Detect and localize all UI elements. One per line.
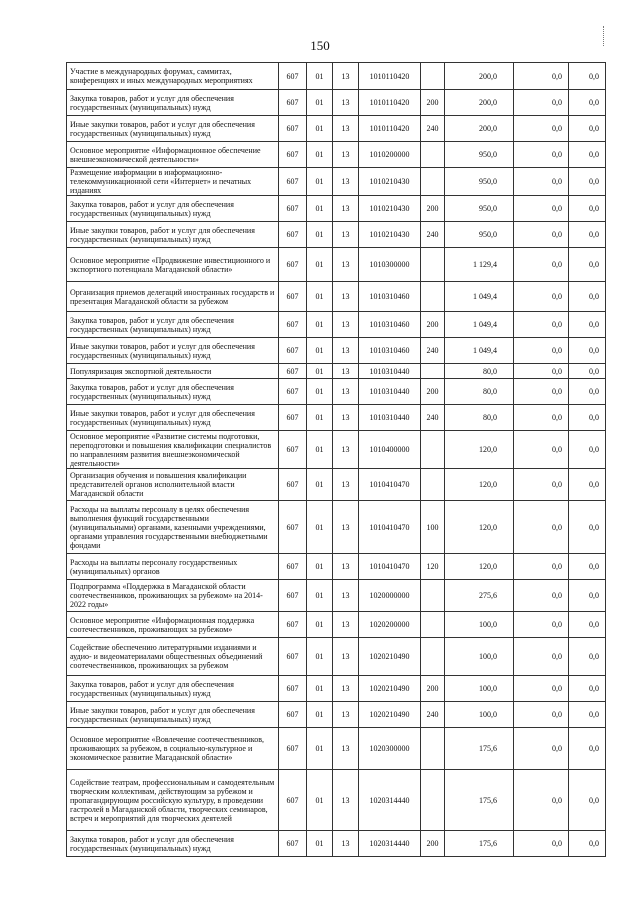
row-amount-2: 0,0 [514,676,569,702]
row-amount-2: 0,0 [514,168,569,196]
row-name: Основное мероприятие «Вовлечение соотечественников, проживающих за рубежом, в социально-культурное и экономическое развитие Магаданской области» [67,728,279,770]
row-target-article: 1010410470 [359,501,421,554]
row-section-code: 01 [307,338,333,364]
row-amount-3: 0,0 [569,364,606,379]
row-amount-1: 120,0 [445,431,514,469]
table-row [67,168,606,196]
row-amount-1: 120,0 [445,501,514,554]
row-target-article: 1010210430 [359,168,421,196]
row-amount-2: 0,0 [514,63,569,90]
row-subsection-code: 13 [333,168,359,196]
row-amount-1: 175,6 [445,728,514,770]
row-subsection-code: 13 [333,364,359,379]
row-amount-3: 0,0 [569,168,606,196]
row-name: Расходы на выплаты персоналу государственных (муниципальных) органов [67,554,279,580]
row-name: Популяризация экспортной деятельности [67,364,279,379]
row-subsection-code: 13 [333,116,359,142]
budget-table [66,62,606,857]
row-expense-type: 200 [421,312,445,338]
row-subsection-code: 13 [333,431,359,469]
row-amount-1: 100,0 [445,638,514,676]
row-amount-1: 120,0 [445,554,514,580]
row-section-code: 01 [307,831,333,857]
row-ved-code: 607 [279,431,307,469]
row-amount-1: 175,6 [445,770,514,831]
row-amount-3: 0,0 [569,469,606,501]
row-ved-code: 607 [279,612,307,638]
row-expense-type: 200 [421,196,445,222]
row-target-article: 1010210430 [359,222,421,248]
row-amount-2: 0,0 [514,312,569,338]
row-expense-type [421,168,445,196]
row-section-code: 01 [307,580,333,612]
row-amount-2: 0,0 [514,728,569,770]
row-amount-2: 0,0 [514,612,569,638]
row-name: Закупка товаров, работ и услуг для обеспечения государственных (муниципальных) нужд [67,90,279,116]
row-amount-1: 200,0 [445,90,514,116]
row-amount-3: 0,0 [569,501,606,554]
row-section-code: 01 [307,63,333,90]
row-amount-1: 950,0 [445,222,514,248]
row-amount-3: 0,0 [569,770,606,831]
row-target-article: 1010310460 [359,312,421,338]
row-expense-type: 100 [421,501,445,554]
row-amount-2: 0,0 [514,831,569,857]
row-expense-type: 240 [421,338,445,364]
row-section-code: 01 [307,676,333,702]
row-section-code: 01 [307,638,333,676]
row-amount-2: 0,0 [514,282,569,312]
row-target-article: 1010110420 [359,63,421,90]
row-subsection-code: 13 [333,728,359,770]
row-amount-2: 0,0 [514,248,569,282]
row-amount-3: 0,0 [569,196,606,222]
row-section-code: 01 [307,612,333,638]
row-section-code: 01 [307,379,333,405]
row-name: Содействие театрам, профессиональным и самодеятельным творческим коллективам, действующим за рубежом и пропагандирующим российскую культуру, в проведении гастролей в Магаданской области, творческих семинаров, встреч и мероприятий для творческих деятелей [67,770,279,831]
row-amount-3: 0,0 [569,676,606,702]
row-expense-type: 240 [421,116,445,142]
row-subsection-code: 13 [333,405,359,431]
table-row [67,116,606,142]
row-amount-3: 0,0 [569,282,606,312]
row-subsection-code: 13 [333,831,359,857]
table-row [67,248,606,282]
row-subsection-code: 13 [333,554,359,580]
row-section-code: 01 [307,196,333,222]
row-amount-1: 1 049,4 [445,338,514,364]
row-section-code: 01 [307,431,333,469]
row-amount-3: 0,0 [569,116,606,142]
row-expense-type [421,580,445,612]
row-name: Организация обучения и повышения квалификации представителей органов исполнительной власти Магаданской области [67,469,279,501]
table-row [67,501,606,554]
table-row [67,282,606,312]
row-target-article: 1020210490 [359,676,421,702]
row-amount-3: 0,0 [569,554,606,580]
row-expense-type [421,638,445,676]
row-target-article: 1010300000 [359,248,421,282]
row-subsection-code: 13 [333,702,359,728]
table-row [67,612,606,638]
row-expense-type [421,142,445,168]
page-number: 150 [310,38,330,53]
row-amount-1: 200,0 [445,116,514,142]
row-expense-type [421,282,445,312]
row-amount-2: 0,0 [514,554,569,580]
row-amount-3: 0,0 [569,580,606,612]
table-row [67,676,606,702]
row-amount-3: 0,0 [569,338,606,364]
row-amount-2: 0,0 [514,638,569,676]
row-name: Подпрограмма «Поддержка в Магаданской области соотечественников, проживающих за рубежом» на 2014-2022 годы» [67,580,279,612]
row-expense-type [421,612,445,638]
row-amount-2: 0,0 [514,116,569,142]
row-ved-code: 607 [279,364,307,379]
table-row [67,364,606,379]
row-ved-code: 607 [279,676,307,702]
row-amount-1: 200,0 [445,63,514,90]
row-name: Закупка товаров, работ и услуг для обеспечения государственных (муниципальных) нужд [67,312,279,338]
table-row [67,554,606,580]
table-row [67,728,606,770]
row-amount-3: 0,0 [569,612,606,638]
row-amount-2: 0,0 [514,580,569,612]
row-name: Основное мероприятие «Развитие системы подготовки, переподготовки и повышения квалификации специалистов по направлениям развития внешнеэкономической деятельности» [67,431,279,469]
row-amount-1: 100,0 [445,612,514,638]
row-section-code: 01 [307,282,333,312]
row-amount-3: 0,0 [569,63,606,90]
row-amount-3: 0,0 [569,728,606,770]
row-amount-2: 0,0 [514,196,569,222]
row-amount-2: 0,0 [514,379,569,405]
row-expense-type [421,728,445,770]
row-ved-code: 607 [279,770,307,831]
row-expense-type: 120 [421,554,445,580]
table-row [67,90,606,116]
margin-mark [603,26,606,46]
row-amount-1: 100,0 [445,702,514,728]
row-amount-1: 80,0 [445,364,514,379]
row-subsection-code: 13 [333,196,359,222]
row-ved-code: 607 [279,222,307,248]
row-amount-2: 0,0 [514,405,569,431]
table-row [67,338,606,364]
row-ved-code: 607 [279,312,307,338]
row-amount-2: 0,0 [514,469,569,501]
row-subsection-code: 13 [333,63,359,90]
row-target-article: 1020314440 [359,831,421,857]
row-ved-code: 607 [279,90,307,116]
row-target-article: 1010110420 [359,90,421,116]
row-name: Иные закупки товаров, работ и услуг для обеспечения государственных (муниципальных) нужд [67,405,279,431]
row-target-article: 1010310460 [359,282,421,312]
row-subsection-code: 13 [333,282,359,312]
row-section-code: 01 [307,90,333,116]
row-amount-3: 0,0 [569,248,606,282]
row-subsection-code: 13 [333,676,359,702]
row-subsection-code: 13 [333,90,359,116]
row-ved-code: 607 [279,554,307,580]
row-target-article: 1020200000 [359,612,421,638]
row-subsection-code: 13 [333,612,359,638]
row-amount-3: 0,0 [569,638,606,676]
row-subsection-code: 13 [333,248,359,282]
row-expense-type [421,431,445,469]
table-row [67,580,606,612]
row-ved-code: 607 [279,168,307,196]
row-expense-type [421,469,445,501]
row-target-article: 1010400000 [359,431,421,469]
row-amount-1: 100,0 [445,676,514,702]
row-expense-type: 240 [421,405,445,431]
table-row [67,142,606,168]
row-ved-code: 607 [279,282,307,312]
row-amount-1: 1 129,4 [445,248,514,282]
row-amount-1: 80,0 [445,379,514,405]
row-name: Иные закупки товаров, работ и услуг для обеспечения государственных (муниципальных) нужд [67,222,279,248]
row-amount-1: 175,6 [445,831,514,857]
row-name: Иные закупки товаров, работ и услуг для обеспечения государственных (муниципальных) нужд [67,338,279,364]
row-section-code: 01 [307,728,333,770]
row-ved-code: 607 [279,831,307,857]
row-ved-code: 607 [279,116,307,142]
table-row [67,63,606,90]
row-name: Закупка товаров, работ и услуг для обеспечения государственных (муниципальных) нужд [67,831,279,857]
row-target-article: 1020000000 [359,580,421,612]
row-name: Основное мероприятие «Информационная поддержка соотечественников, проживающих за рубежом» [67,612,279,638]
row-name: Закупка товаров, работ и услуг для обеспечения государственных (муниципальных) нужд [67,196,279,222]
row-expense-type: 200 [421,831,445,857]
row-amount-1: 1 049,4 [445,312,514,338]
row-target-article: 1010310440 [359,405,421,431]
row-ved-code: 607 [279,196,307,222]
row-amount-3: 0,0 [569,222,606,248]
row-amount-1: 950,0 [445,142,514,168]
row-expense-type: 200 [421,379,445,405]
row-amount-2: 0,0 [514,364,569,379]
row-ved-code: 607 [279,63,307,90]
row-subsection-code: 13 [333,222,359,248]
row-amount-2: 0,0 [514,770,569,831]
row-amount-2: 0,0 [514,501,569,554]
row-amount-1: 275,6 [445,580,514,612]
table-row [67,702,606,728]
row-subsection-code: 13 [333,469,359,501]
table-row [67,312,606,338]
row-section-code: 01 [307,116,333,142]
row-amount-2: 0,0 [514,90,569,116]
row-ved-code: 607 [279,580,307,612]
row-expense-type: 240 [421,222,445,248]
table-row [67,405,606,431]
row-expense-type: 200 [421,676,445,702]
row-expense-type [421,364,445,379]
row-target-article: 1020210490 [359,638,421,676]
row-amount-2: 0,0 [514,702,569,728]
row-section-code: 01 [307,364,333,379]
row-target-article: 1010410470 [359,469,421,501]
row-subsection-code: 13 [333,770,359,831]
row-ved-code: 607 [279,379,307,405]
row-amount-3: 0,0 [569,312,606,338]
row-subsection-code: 13 [333,379,359,405]
row-name: Участие в международных форумах, саммитах, конференциях и иных международных мероприятиях [67,63,279,90]
row-name: Расходы на выплаты персоналу в целях обеспечения выполнения функций государственными (муниципальными) органами, казенными учреждениями, органами управления государственными внебюджетными фондами [67,501,279,554]
row-expense-type [421,248,445,282]
row-section-code: 01 [307,248,333,282]
row-subsection-code: 13 [333,312,359,338]
row-subsection-code: 13 [333,142,359,168]
row-section-code: 01 [307,702,333,728]
row-amount-1: 950,0 [445,168,514,196]
row-target-article: 1010200000 [359,142,421,168]
row-amount-1: 1 049,4 [445,282,514,312]
row-subsection-code: 13 [333,580,359,612]
row-section-code: 01 [307,405,333,431]
row-section-code: 01 [307,554,333,580]
row-section-code: 01 [307,501,333,554]
row-amount-3: 0,0 [569,431,606,469]
table-row [67,638,606,676]
row-section-code: 01 [307,142,333,168]
row-target-article: 1020300000 [359,728,421,770]
row-amount-3: 0,0 [569,702,606,728]
row-amount-3: 0,0 [569,90,606,116]
row-section-code: 01 [307,222,333,248]
row-name: Организация приемов делегаций иностранных государств и презентация Магаданской области за рубежом [67,282,279,312]
row-amount-2: 0,0 [514,431,569,469]
row-name: Размещение информации в информационно-телекоммуникационной сети «Интернет» и печатных изданиях [67,168,279,196]
row-target-article: 1010310460 [359,338,421,364]
row-expense-type: 240 [421,702,445,728]
row-section-code: 01 [307,770,333,831]
row-target-article: 1010410470 [359,554,421,580]
row-ved-code: 607 [279,728,307,770]
row-section-code: 01 [307,168,333,196]
row-target-article: 1010210430 [359,196,421,222]
row-expense-type: 200 [421,90,445,116]
row-expense-type [421,63,445,90]
row-target-article: 1010310440 [359,364,421,379]
table-row [67,431,606,469]
table-row [67,831,606,857]
row-name: Закупка товаров, работ и услуг для обеспечения государственных (муниципальных) нужд [67,379,279,405]
row-name: Основное мероприятие «Продвижение инвестиционного и экспортного потенциала Магаданской области» [67,248,279,282]
row-target-article: 1020314440 [359,770,421,831]
row-name: Содействие обеспечению литературными изданиями и аудио- и видеоматериалами общественных объединений соотечественников, проживающих за рубежом [67,638,279,676]
row-ved-code: 607 [279,702,307,728]
row-target-article: 1020210490 [359,702,421,728]
row-ved-code: 607 [279,469,307,501]
row-section-code: 01 [307,469,333,501]
table-row [67,379,606,405]
row-subsection-code: 13 [333,638,359,676]
row-expense-type [421,770,445,831]
row-amount-2: 0,0 [514,142,569,168]
row-amount-3: 0,0 [569,405,606,431]
row-amount-1: 120,0 [445,469,514,501]
row-amount-3: 0,0 [569,379,606,405]
row-ved-code: 607 [279,405,307,431]
table-row [67,196,606,222]
row-amount-1: 80,0 [445,405,514,431]
row-section-code: 01 [307,312,333,338]
row-amount-1: 950,0 [445,196,514,222]
row-ved-code: 607 [279,248,307,282]
row-amount-3: 0,0 [569,142,606,168]
row-ved-code: 607 [279,338,307,364]
table-row [67,770,606,831]
row-target-article: 1010310440 [359,379,421,405]
row-name: Основное мероприятие «Информационное обеспечение внешнеэкономической деятельности» [67,142,279,168]
row-amount-2: 0,0 [514,338,569,364]
row-subsection-code: 13 [333,501,359,554]
row-amount-2: 0,0 [514,222,569,248]
row-ved-code: 607 [279,142,307,168]
row-name: Закупка товаров, работ и услуг для обеспечения государственных (муниципальных) нужд [67,676,279,702]
row-amount-3: 0,0 [569,831,606,857]
row-name: Иные закупки товаров, работ и услуг для обеспечения государственных (муниципальных) нужд [67,116,279,142]
row-target-article: 1010110420 [359,116,421,142]
row-ved-code: 607 [279,638,307,676]
row-subsection-code: 13 [333,338,359,364]
table-row [67,469,606,501]
table-row [67,222,606,248]
row-name: Иные закупки товаров, работ и услуг для обеспечения государственных (муниципальных) нужд [67,702,279,728]
row-ved-code: 607 [279,501,307,554]
